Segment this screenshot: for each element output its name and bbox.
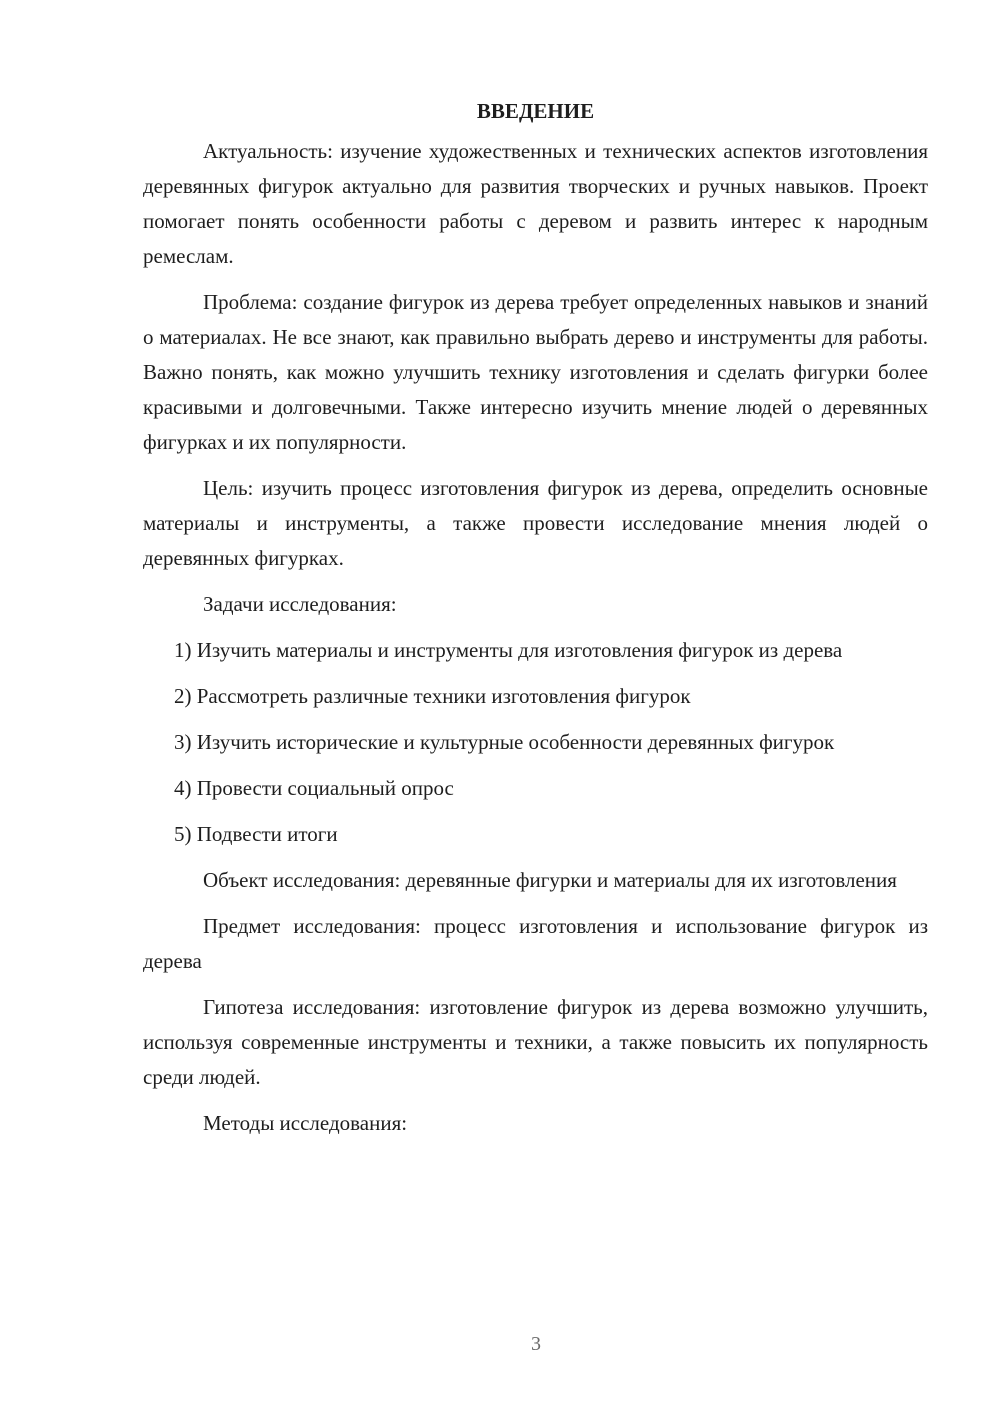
tasks-label: Задачи исследования: — [203, 592, 397, 616]
page-title: ВВЕДЕНИЕ — [476, 99, 595, 123]
paragraph-problem: Проблема: создание фигурок из дерева требует определенных навыков и знаний о материалах. Не все знают, как правильно выбрать дерево и инструменты для работы. Важно понять, как можно улучшить технику изготовления и сделать фигурки более красивыми и долговечными. Также интересно изучить мнение людей о деревянных фигурках и их популярности. — [143, 290, 928, 454]
paragraph-hypothesis: Гипотеза исследования: изготовление фигурок из дерева возможно улучшить, используя современные инструменты и техники, а также повысить их популярность среди людей. — [143, 995, 928, 1089]
task-item-2: 2) Рассмотреть различные техники изготовления фигурок — [174, 684, 691, 708]
paragraph-object: Объект исследования: деревянные фигурки и материалы для их изготовления — [203, 868, 897, 892]
paragraph-methods: Методы исследования: — [203, 1111, 408, 1135]
paragraph-relevance: Актуальность: изучение художественных и технических аспектов изготовления деревянных фигурок актуально для развития творческих и ручных навыков. Проект помогает понять особенности работы с деревом и развить интерес к народным ремеслам. — [143, 139, 928, 268]
page-number: 3 — [531, 1333, 541, 1355]
page-content — [143, 94, 928, 1152]
paragraph-goal: Цель: изучить процесс изготовления фигурок из дерева, определить основные материалы и инструменты, а также провести исследование мнения людей о деревянных фигурках. — [143, 476, 928, 570]
task-item-4: 4) Провести социальный опрос — [174, 776, 454, 800]
task-item-1: 1) Изучить материалы и инструменты для изготовления фигурок из дерева — [174, 638, 843, 662]
task-item-5: 5) Подвести итоги — [174, 822, 338, 846]
task-item-3: 3) Изучить исторические и культурные особенности деревянных фигурок — [174, 730, 835, 754]
paragraph-subject: Предмет исследования: процесс изготовления и использование фигурок из дерева — [143, 914, 928, 973]
